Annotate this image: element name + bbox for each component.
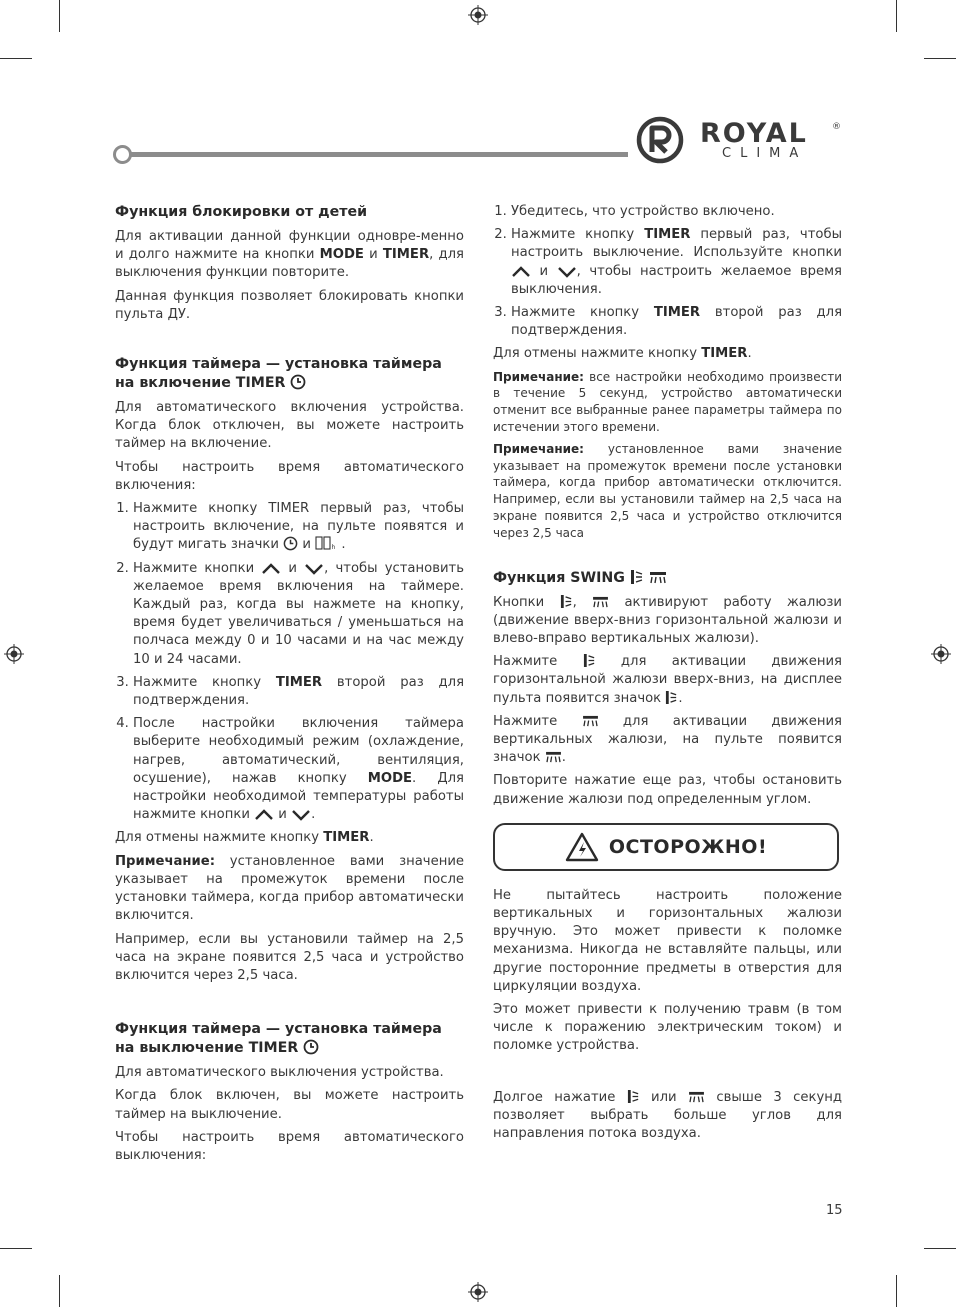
- swing-p3: Нажмите для активации движения вертикальных жалюзи, на пульте появится значок .: [493, 713, 842, 766]
- chevron-down-icon: [304, 563, 324, 575]
- registration-mark-icon: [4, 644, 24, 664]
- chevron-down-icon: [291, 809, 311, 821]
- crop-mark: [896, 0, 897, 32]
- crop-mark: [924, 1248, 956, 1249]
- chevron-down-icon: [557, 266, 577, 278]
- chevron-up-icon: [254, 809, 274, 821]
- clock-icon: [290, 374, 306, 390]
- swing-horizontal-icon: [649, 571, 667, 585]
- swing-horizontal-icon: [592, 596, 609, 609]
- swing-vertical-icon: [627, 1089, 640, 1104]
- chevron-up-icon: [261, 563, 281, 575]
- swing-vertical-icon: [630, 569, 644, 585]
- swing-title: Функция SWING: [493, 569, 842, 588]
- swing-horizontal-icon: [545, 751, 562, 764]
- brand-r-emblem-icon: [634, 116, 686, 164]
- brand-sub: CLIMA: [722, 146, 808, 161]
- timer-on-example: Например, если вы установили таймер на 2,5 часа на экране появится 2,5 часа и устройство включится через 2,5 часа.: [115, 931, 464, 983]
- warning-box: [493, 823, 839, 871]
- warning-p2: Это может привести к получению травм (в том числе к поражению электрическим током) и поломке устройства.: [493, 1002, 842, 1054]
- timer-on-p1: Для автоматического включения устройства. Когда блок отключен, вы можете настроить таймер на включение.: [115, 400, 464, 452]
- header-rule: [120, 152, 628, 157]
- timer-on-step-1: 1. Нажмите кнопку TIMER первый раз, чтобы настроить включение, на пульте появятся и будут мигать значки и h .: [133, 500, 464, 555]
- page-number: 15: [826, 1203, 843, 1218]
- brand-name: ROYAL: [700, 118, 808, 149]
- timer-on-note: Примечание: установленное вами значение указывает на промежуток времени после установки таймера, когда прибор автоматически включится.: [115, 853, 464, 924]
- registration-mark-icon: [468, 1282, 488, 1302]
- header-rule-dot: [113, 145, 132, 164]
- timer-on-cancel: Для отмены нажмите кнопку TIMER.: [115, 830, 374, 846]
- warning-triangle-icon: [565, 832, 599, 862]
- timer-on-p2: Чтобы настроить время автоматического включения:: [115, 459, 464, 493]
- swing-vertical-icon: [560, 594, 573, 609]
- clock-icon: [303, 1039, 319, 1055]
- timer-on-title: Функция таймера — установка таймера на включение TIMER: [115, 356, 442, 392]
- registration-mark-icon: [931, 644, 951, 664]
- child-lock-p1: Для активации данной функции одновре-менно и долго нажмите на кнопки MODE и TIMER, для выключения функции повторите.: [115, 229, 464, 281]
- swing-vertical-icon: [583, 653, 596, 668]
- timer-off-note-1: Примечание: все настройки необходимо произвести в течение 5 секунд, устройство автоматически отменит все выбранные ранее параметры таймера по истечении этого времени.: [493, 369, 842, 435]
- swing-p1: Кнопки , активируют работу жалюзи (движение вверх-вниз горизонтальной жалюзи и влево-вправо вертикальных жалюзи).: [493, 594, 843, 646]
- timer-off-cancel: Для отмены нажмите кнопку TIMER.: [493, 346, 752, 362]
- swing-vertical-icon: [665, 690, 678, 705]
- crop-mark: [0, 1248, 32, 1249]
- timer-off-title: Функция таймера — установка таймера на выключение TIMER: [115, 1021, 442, 1057]
- brand-logo: [634, 116, 844, 164]
- crop-mark: [59, 1275, 60, 1307]
- timer-on-step-2: 2. Нажмите кнопки и , чтобы установить желаемое время включения на таймере. Каждый раз, когда вы нажмете на кнопку, время будет увеличиваться / уменьшаться на полчаса между 0 и 10 часами и на час между 10 и 24 часами.: [133, 560, 464, 669]
- timer-off-note-2: Примечание: установленное вами значение указывает на промежуток времени после установки таймера, когда прибор автоматически отключится. Например, если вы установили таймер на 2,5 часа на экране появится 2,5 часа и устройство отключится через 2,5 часа: [493, 441, 842, 540]
- timer-off-step-3: 3. Нажмите кнопку TIMER второй раз для подтверждения.: [511, 304, 842, 340]
- warning-title: ОСТОРОЖНО!: [608, 835, 768, 858]
- clock-icon: [283, 536, 298, 551]
- crop-mark: [59, 0, 60, 32]
- timer-off-step-2: 2. Нажмите кнопку TIMER первый раз, чтобы настроить выключение. Используйте кнопки и , чтобы настроить желаемое время выключения.: [511, 226, 842, 299]
- registration-mark-icon: [468, 5, 488, 25]
- swing-horizontal-icon: [582, 715, 599, 728]
- crop-mark: [924, 58, 956, 59]
- timer-off-p3: Чтобы настроить время автоматического выключения:: [115, 1129, 464, 1163]
- swing-p4: Повторите нажатие еще раз, чтобы остановить движение жалюзи под определенным углом.: [493, 773, 842, 807]
- timer-digits-icon: [315, 536, 337, 551]
- timer-on-step-4: 4. После настройки включения таймера выберите необходимый режим (охлаждение, нагрев, автоматический, вентиляция, осушение), нажав кнопку MODE. Для настройки необходимой температуры работы нажмите кнопки и .: [133, 715, 464, 824]
- timer-off-steps: [493, 203, 842, 340]
- long-press-text: Долгое нажатие или свыше 3 секунд позволяет выбрать больше углов для направления потока воздуха.: [493, 1089, 842, 1142]
- timer-off-step-1: 1. Убедитесь, что устройство включено.: [511, 203, 842, 221]
- crop-mark: [0, 58, 32, 59]
- timer-off-p2: Когда блок включен, вы можете настроить таймер на выключение.: [115, 1088, 464, 1122]
- child-lock-title: Функция блокировки от детей: [115, 204, 368, 220]
- timer-off-p1: Для автоматического выключения устройства.: [115, 1065, 444, 1081]
- swing-p2: Нажмите для активации движения горизонтальной жалюзи вверх-вниз, на дисплее пульта появится значок .: [493, 654, 842, 706]
- brand-registered: ®: [832, 122, 841, 132]
- left-column: [115, 203, 464, 1170]
- timer-on-steps: [115, 500, 464, 824]
- swing-horizontal-icon: [688, 1091, 705, 1104]
- warning-p1: Не пытайтесь настроить положение вертикальных и горизонтальных жалюзи вручную. Это может привести к поломке механизма. Никогда не вставляйте пальцы, или другие посторонние предметы в отверстия для циркуляции воздуха.: [493, 887, 842, 994]
- timer-on-step-3: 3. Нажмите кнопку TIMER второй раз для подтверждения.: [133, 674, 464, 710]
- right-column: [493, 203, 842, 1148]
- crop-mark: [896, 1275, 897, 1307]
- child-lock-p2: Данная функция позволяет блокировать кнопки пульта ДУ.: [115, 288, 464, 322]
- chevron-up-icon: [511, 266, 531, 278]
- svg-text:h: h: [331, 544, 336, 552]
